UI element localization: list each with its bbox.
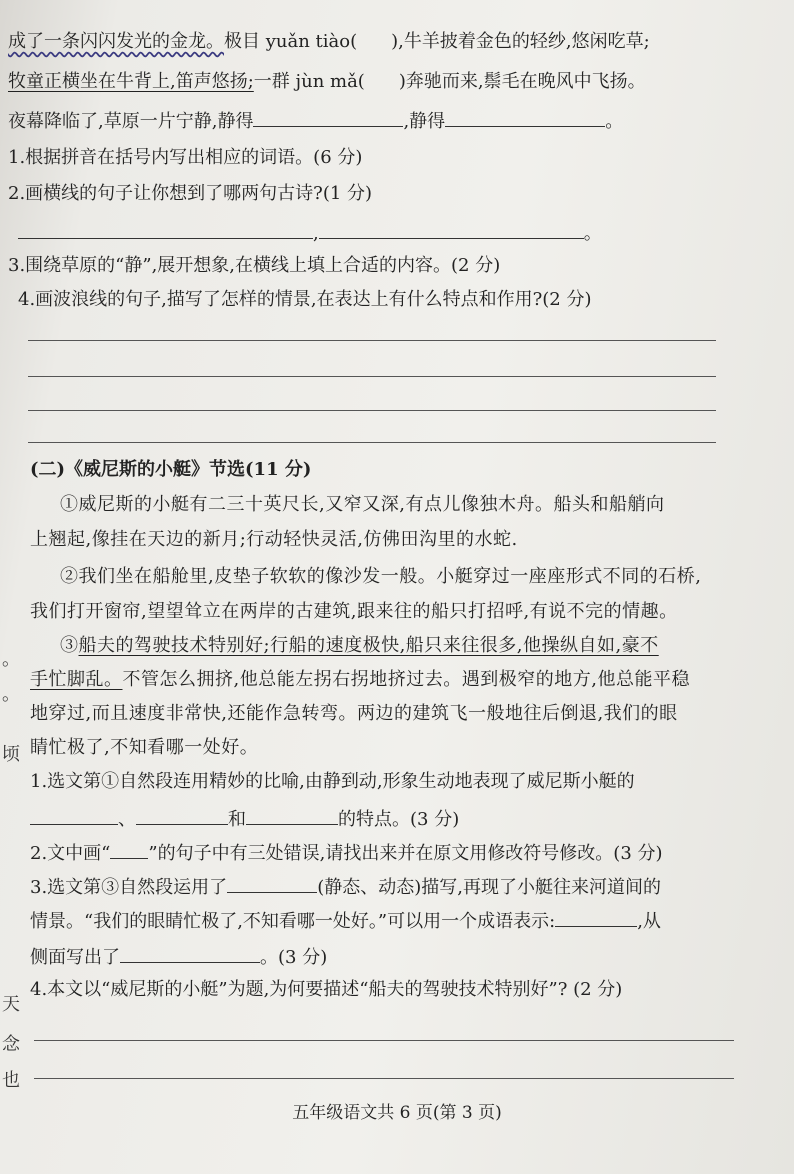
para3-line2 [30,668,690,692]
para3-number: ③ [60,635,79,656]
passage1-line1 [8,30,650,54]
answer-blank-jing2[interactable] [445,108,605,127]
para3-text: 不管怎么拥挤,他总能左拐右拐地挤过去。遇到极窄的地方,他总能平稳 [122,669,690,690]
passage1-text: ),牛羊披着金色的轻纱,悠闲吃草; [391,31,650,52]
para2-line2: 我们打开窗帘,望望耸立在两岸的古建筑,跟来往的船只打招呼,有说不完的情趣。 [30,601,678,622]
answer-blank-poem1[interactable] [18,220,313,239]
answer-blank-poem2[interactable] [319,220,584,239]
answer-line[interactable] [34,1040,734,1041]
margin-char: 念 [2,1034,20,1055]
para3-line4: 睛忙极了,不知看哪一处好。 [30,737,259,758]
section2-title: (二)《威尼斯的小艇》节选(11 分) [30,459,312,480]
para3-line1 [60,634,659,658]
q3-text: (静态、动态)描写,再现了小艇往来河道间的 [317,877,661,898]
answer-line[interactable] [28,376,716,377]
answer-line[interactable] [34,1078,734,1079]
q1-and: 和 [228,809,246,830]
margin-char: 也 [2,1070,20,1091]
error-sentence-part2: 手忙脚乱。 [30,669,123,690]
answer-blank-feature1[interactable] [30,806,118,825]
para1-line2: 上翘起,像挂在天边的新月;行动轻快灵活,仿佛田沟里的水蛇. [30,529,518,550]
question-2-3-line3 [30,944,327,970]
question-2-3-line2 [30,908,661,934]
question-2-4: 4.本文以“威尼斯的小艇”为题,为何要描述“船夫的驾驶技术特别好”? (2 分) [30,979,623,1000]
question-1-3: 3.围绕草原的“静”,展开想象,在横线上填上合适的内容。(2 分) [8,255,501,276]
wavy-sentence-part1: 成了一条闪闪发光的金龙。 [8,31,224,52]
q3-text: 情景。“我们的眼睛忙极了,不知看哪一处好。”可以用一个成语表示: [30,911,556,932]
q1-end: 的特点。(3 分) [338,809,460,830]
page-footer: 五年级语文共 6 页(第 3 页) [292,1103,502,1123]
q2-text: 2.文中画“ [30,843,111,864]
passage1-text: 夜幕降临了,草原一片宁静,静得 [8,111,254,132]
answer-line[interactable] [28,410,716,411]
answer-blank-feature3[interactable] [246,806,338,825]
passage1-text: )奔驰而来,鬃毛在晚风中飞扬。 [398,71,646,92]
para3-line3: 地穿过,而且速度非常快,还能作急转弯。两边的建筑飞一般地往后倒退,我们的眼 [30,703,678,724]
question-2-2 [30,840,663,866]
q3-text: 。(3 分) [260,947,328,968]
passage1-line3 [8,108,623,134]
error-sentence-part1: 船夫的驾驶技术特别好;行船的速度极快,船只来往很多,他操纵自如,豪不 [78,635,659,656]
answer-line[interactable] [28,442,716,443]
q3-text: 侧面写出了 [30,947,120,968]
margin-char: 。 [2,649,20,670]
underline-sample [110,840,148,859]
pinyin-junma: 一群 jùn mǎ( [253,71,365,92]
question-2-1: 1.选文第①自然段连用精妙的比喻,由静到动,形象生动地表现了威尼斯小艇的 [30,771,635,792]
answer-blank-description-type[interactable] [227,874,317,893]
answer-line[interactable] [28,340,716,341]
answer-blank-side-effect[interactable] [120,944,260,963]
margin-char: 顷 [2,744,20,765]
question-2-3 [30,874,661,900]
para1-line1: ①威尼斯的小艇有二三十英尺长,又窄又深,有点儿像独木舟。船头和船艄向 [60,494,665,515]
margin-char: 天 [2,994,20,1015]
passage1-text: 。 [605,111,624,132]
passage1-text: ,静得 [403,111,446,132]
q2-text: ”的句子中有三处错误,请找出来并在原文用修改符号修改。(3 分) [148,843,663,864]
para2-line1: ②我们坐在船舱里,皮垫子软软的像沙发一般。小艇穿过一座座形式不同的石桥, [60,566,702,587]
q1-sep: 、 [118,809,136,830]
answer-blank-feature2[interactable] [136,806,228,825]
question-1-2: 2.画横线的句子让你想到了哪两句古诗?(1 分) [8,183,373,204]
question-1-1: 1.根据拼音在括号内写出相应的词语。(6 分) [8,147,363,168]
passage1-line2 [8,70,646,94]
q2-comma: , [313,223,319,244]
q2-end: 。 [583,223,602,244]
answer-blank-idiom[interactable] [555,908,637,927]
margin-char: 。 [2,684,20,705]
question-1-4: 4.画波浪线的句子,描写了怎样的情景,在表达上有什么特点和作用?(2 分) [18,289,592,310]
underlined-sentence: 牧童正横坐在牛背上,笛声悠扬; [8,71,254,92]
q3-text: ,从 [637,911,661,932]
q2-1-blanks [30,806,459,832]
q2-answer-line [18,220,602,246]
answer-blank-jing1[interactable] [253,108,403,127]
q3-text: 3.选文第③自然段运用了 [30,877,228,898]
pinyin-yuantiao: 极目 yuǎn tiào( [224,31,358,52]
